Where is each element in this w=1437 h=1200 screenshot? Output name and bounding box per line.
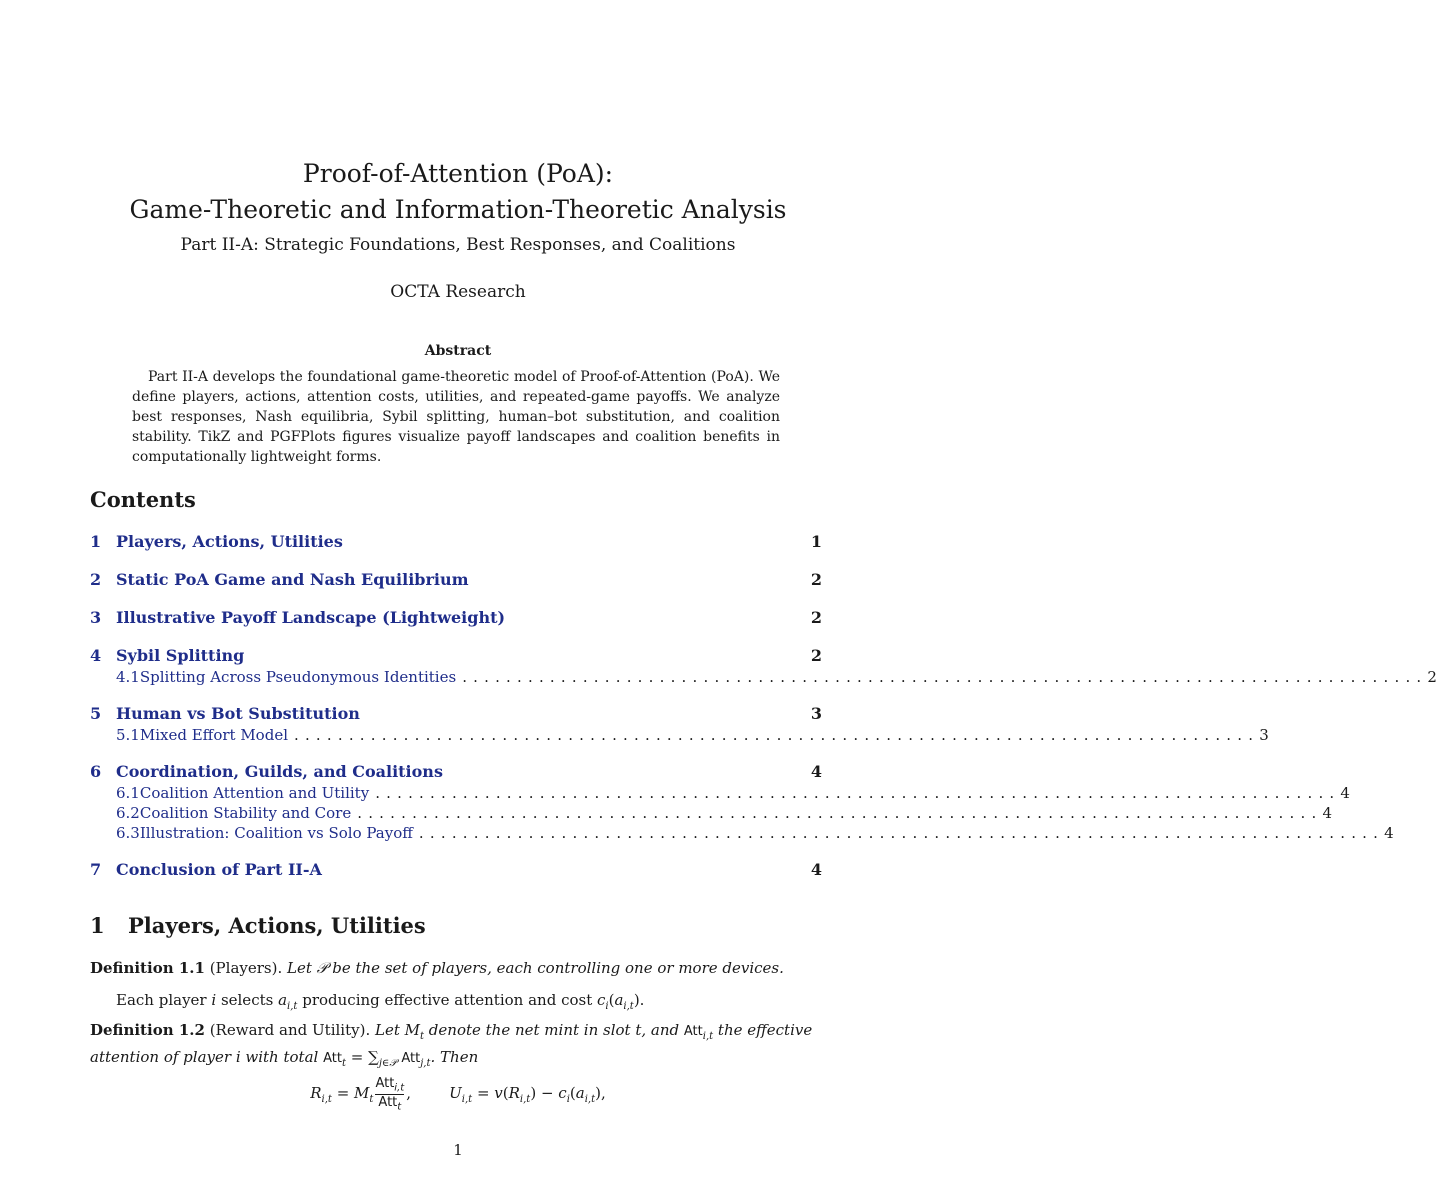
toc-section-link[interactable] <box>90 646 822 668</box>
toc-section-link[interactable] <box>90 608 822 630</box>
toc-section-block <box>90 704 1269 746</box>
toc-page: 4 <box>810 860 822 879</box>
toc-section-block <box>90 608 822 630</box>
toc-section-link[interactable] <box>90 704 822 726</box>
toc-label: Illustrative Payoff Landscape (Lightweight) <box>116 608 506 627</box>
toc-section-block <box>90 532 822 554</box>
toc-section-link[interactable] <box>90 570 822 592</box>
toc-section-block <box>90 860 822 882</box>
abstract-heading: Abstract <box>424 343 492 359</box>
toc-section-block <box>90 762 1394 844</box>
toc-leader-dots: ........................................................................................ <box>357 804 1323 822</box>
toc-label: Static PoA Game and Nash Equilibrium <box>116 570 469 589</box>
definition-label: Definition 1.2 <box>90 1021 205 1039</box>
toc-number: 4 <box>90 646 102 665</box>
title-line-1: Proof-of-Attention (PoA): <box>302 159 614 188</box>
definition-text: Let 𝒫 be the set of players, each controlling one or more devices. <box>287 959 784 977</box>
toc-label: Coalition Stability and Core <box>139 804 352 822</box>
toc-page: 4 <box>810 762 822 781</box>
toc-number: 3 <box>90 608 102 627</box>
toc-leader-dots: ........................................................................................ <box>375 784 1341 802</box>
toc-number: 5.1 <box>116 726 140 744</box>
toc-label: Coalition Attention and Utility <box>139 784 370 802</box>
toc-label: Players, Actions, Utilities <box>116 532 343 551</box>
toc-leader-dots: ........................................................................................ <box>462 668 1428 686</box>
toc-number: 6.1 <box>116 784 140 802</box>
toc-label: Human vs Bot Substitution <box>116 704 360 723</box>
author: OCTA Research <box>390 282 526 302</box>
toc-section-link[interactable] <box>90 762 822 784</box>
title-line-2: Game-Theoretic and Information-Theoretic Analysis <box>129 195 787 224</box>
paragraph-actions: Each player i selects $a_{i,t}$ producing effective attention and cost $c_i(a_{i,t})$. <box>116 991 645 1012</box>
toc-label: Illustration: Coalition vs Solo Payoff <box>139 824 413 842</box>
toc-page: 4 <box>1384 824 1394 842</box>
abstract-text: Part II-A develops the foundational game-theoretic model of Proof-of-Attention (PoA). We define players, actions, attention costs, utilities, and repeated-game payoffs. We analyze best responses, Nash equilibria, Sybil splitting, human–bot substitution, and coalition stability. TikZ and PGFPlots figures visualize payoff landscapes and coalition benefits in computationally lightweight forms. <box>132 369 780 465</box>
definition-name: (Reward and Utility). <box>209 1021 371 1039</box>
toc-page: 3 <box>1259 726 1269 744</box>
toc-number: 5 <box>90 704 102 723</box>
contents-heading: Contents <box>90 487 196 512</box>
section-title: Players, Actions, Utilities <box>128 913 426 938</box>
definition-text: Let $M_t$ denote the net mint in slot t, and Att$_{i,t}$ the effective attention of player i with total $Att_t = \sum_{j\in 𝒫}$ Att$_{j,t}$. Then <box>90 1021 813 1069</box>
toc-leader-dots: ........................................................................................ <box>418 824 1385 842</box>
toc-number: 6.3 <box>116 824 140 842</box>
toc-page: 4 <box>1322 804 1332 822</box>
toc-number: 6 <box>90 762 102 781</box>
section-number: 1 <box>90 913 105 938</box>
toc-label: Sybil Splitting <box>116 646 245 665</box>
toc-number: 6.2 <box>116 804 140 822</box>
subtitle: Part II-A: Strategic Foundations, Best Responses, and Coalitions <box>180 235 736 255</box>
toc-leader-dots: ........................................................................................ <box>294 726 1260 744</box>
toc-subsection-link[interactable] <box>90 668 1437 688</box>
toc-number: 1 <box>90 532 102 551</box>
toc-section-link[interactable] <box>90 860 822 882</box>
toc-subsection-link[interactable] <box>90 824 1394 844</box>
fraction: $\frac{Att_{i,t}}{Att_t}$ <box>375 1076 405 1113</box>
definition-1-1 <box>90 958 822 979</box>
toc-label: Coordination, Guilds, and Coalitions <box>116 762 443 781</box>
definition-label: Definition 1.1 <box>90 959 205 977</box>
toc-label: Mixed Effort Model <box>139 726 288 744</box>
toc-section-block <box>90 570 822 592</box>
toc-subsection-link[interactable] <box>90 726 1269 746</box>
toc-label: Splitting Across Pseudonymous Identities <box>139 668 457 686</box>
toc-label: Conclusion of Part II-A <box>116 860 322 879</box>
toc-page: 2 <box>1427 668 1437 686</box>
toc-page: 4 <box>1340 784 1350 802</box>
definition-name: (Players). <box>209 959 283 977</box>
toc-subsection-link[interactable] <box>90 784 1350 804</box>
definition-1-2 <box>90 1020 822 1074</box>
toc-page: 2 <box>810 646 822 665</box>
section-1-heading <box>90 913 426 938</box>
toc-section-block <box>90 646 1437 688</box>
toc-page: 2 <box>810 608 822 627</box>
toc-number: 2 <box>90 570 102 589</box>
toc-number: 7 <box>90 860 102 879</box>
table-of-contents <box>90 532 1437 882</box>
toc-page: 2 <box>810 570 822 589</box>
page-number: 1 <box>453 1141 463 1159</box>
toc-page: 1 <box>810 532 822 551</box>
toc-subsection-link[interactable] <box>90 804 1332 824</box>
equation-reward-utility: $R_{i,t} = M_t$ $\frac{Att_{i,t}}{Att_t}$ , $U_{i,t} = v(R_{i,t}) - c_i(a_{i,t})$, <box>310 1076 606 1113</box>
toc-section-link[interactable] <box>90 532 822 554</box>
toc-number: 4.1 <box>116 668 140 686</box>
toc-page: 3 <box>810 704 822 723</box>
